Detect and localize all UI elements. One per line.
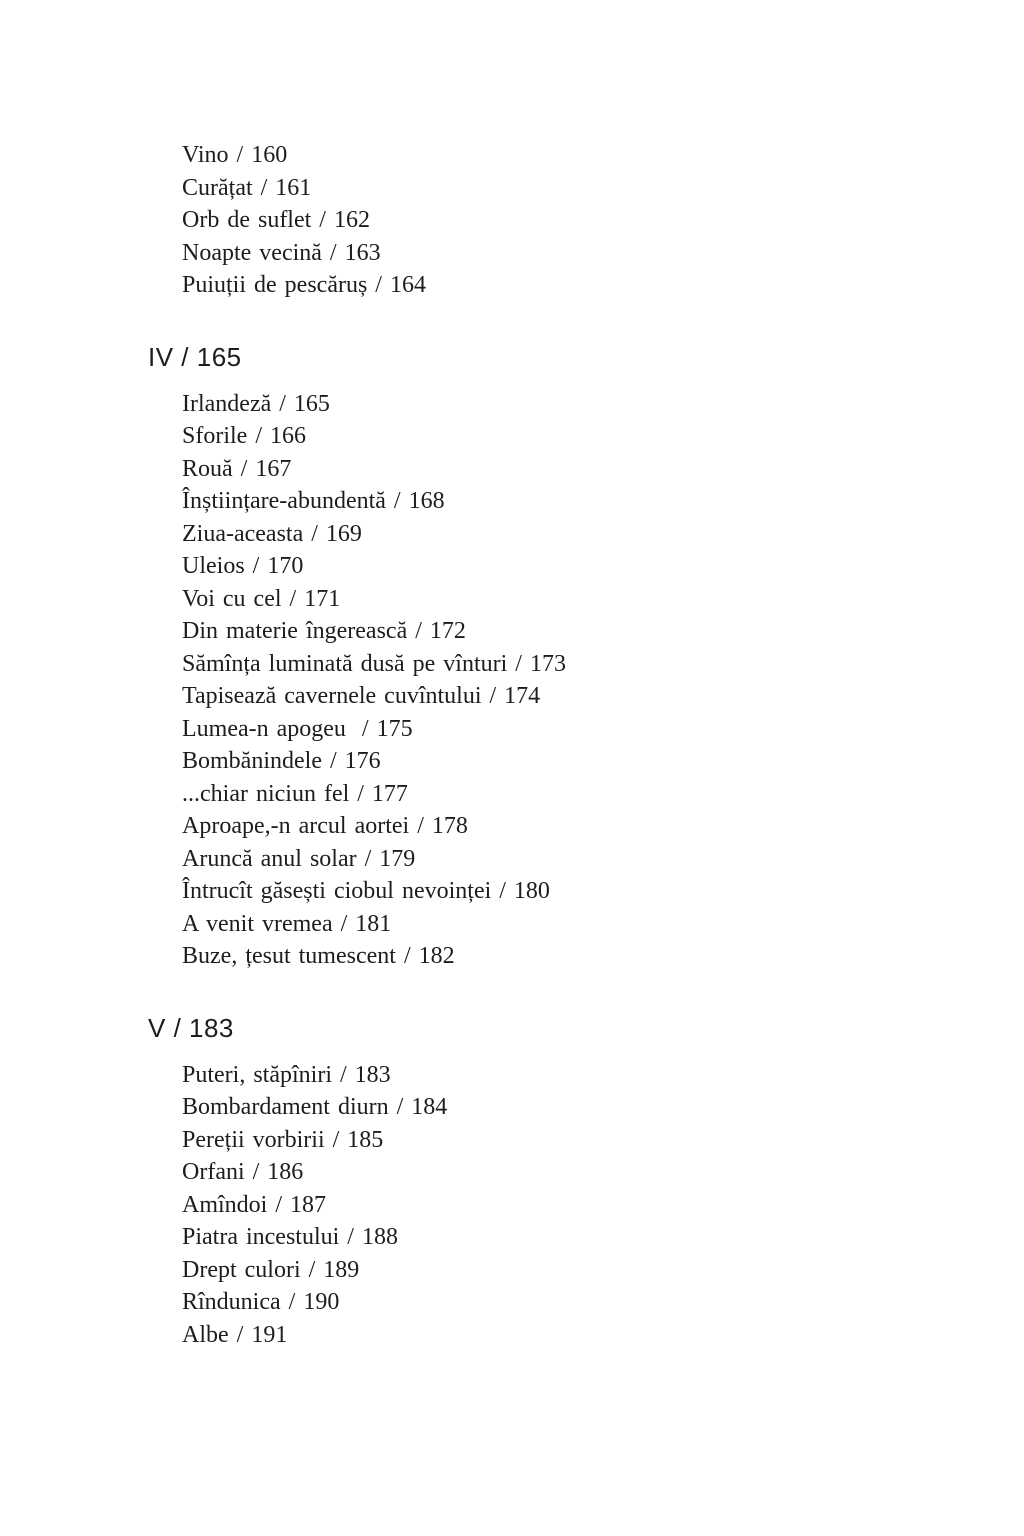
toc-entry: Amîndoi / 187 [182,1191,327,1218]
toc-entry: Vino / 160 [182,142,288,168]
toc-entry: Din materie îngerească / 172 [182,618,466,644]
toc-entry: Bombănindele / 176 [182,748,381,774]
toc-entry: Puiuții de pescăruș / 164 [182,272,426,298]
toc-entry: Rîndunica / 190 [182,1289,340,1315]
toc-entry: ...chiar niciun fel / 177 [182,780,408,807]
toc-entry: Uleios / 170 [182,553,304,579]
toc-entry: Orb de suflet / 162 [182,207,370,233]
toc-entry: Pereții vorbirii / 185 [182,1126,384,1153]
toc-entry: Rouă / 167 [182,455,292,482]
toc-entry: Curățat / 161 [182,174,312,201]
toc-page [148,139,984,1351]
toc-entry: Tapisează cavernele cuvîntului / 174 [182,683,541,709]
toc-entry: Întrucît găsești ciobul nevoinței / 180 [182,878,550,904]
toc-entry: Bombardament diurn / 184 [182,1094,448,1120]
section-heading-IV: IV / 165 [148,341,242,372]
section-entries-0 [148,139,984,302]
toc-entry: Orfani / 186 [182,1159,304,1185]
toc-entry: Piatra incestului / 188 [182,1224,398,1250]
toc-entry: Buze, țesut tumescent / 182 [182,943,455,969]
section-heading-V: V / 183 [148,1012,234,1043]
toc-entry: Noapte vecină / 163 [182,239,381,266]
toc-entry: Ziua-aceasta / 169 [182,520,362,547]
toc-entry: Irlandeză / 165 [182,390,330,417]
toc-entry: Aproape,-n arcul aortei / 178 [182,813,468,839]
toc-entry: Sforile / 166 [182,423,306,449]
toc-entry: Aruncă anul solar / 179 [182,845,416,872]
toc-entry: Voi cu cel / 171 [182,585,341,612]
toc-entry: Puteri, stăpîniri / 183 [182,1061,391,1088]
toc-entry: Drept culori / 189 [182,1256,360,1283]
toc-entry: Lumea-n apogeu / 175 [182,715,413,742]
toc-entry: Albe / 191 [182,1321,288,1348]
toc-entry: Înștiințare-abundentă / 168 [182,488,445,514]
toc-entry: A venit vremea / 181 [182,910,392,937]
section-entries-1 [148,388,984,973]
toc-entry: Sămînța luminată dusă pe vînturi / 173 [182,650,566,677]
section-entries-2 [148,1059,984,1352]
